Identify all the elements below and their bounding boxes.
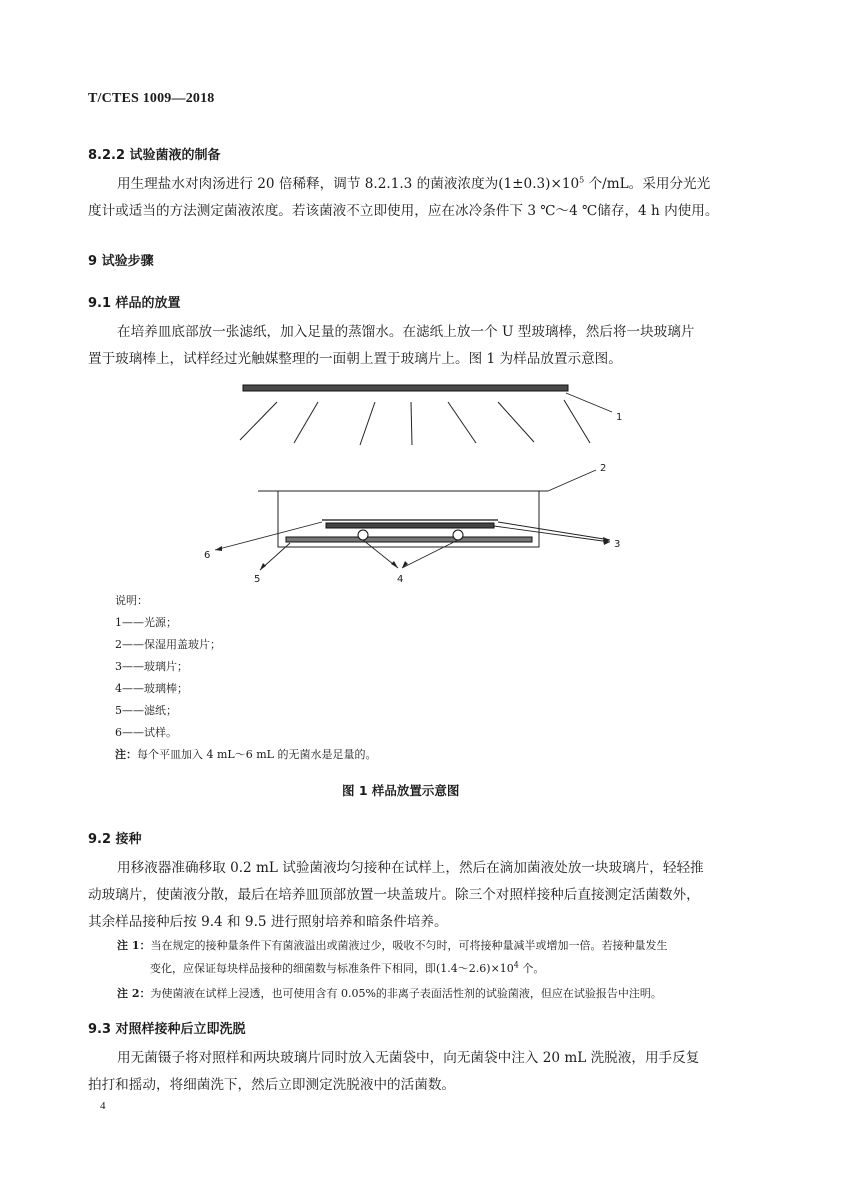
note-1-line-1: 注 1：当在规定的接种量条件下有菌液溢出或菌液过少，吸收不匀时，可将接种量减半或增加一倍。若接种量发生: [117, 939, 668, 952]
figure-note-label: 注：: [115, 748, 137, 761]
standard-code: T/CTES 1009—2018: [88, 91, 215, 106]
light-rays: [240, 400, 590, 445]
exponent: 5: [579, 175, 585, 185]
legend-item-4: 4——玻璃棒；: [115, 682, 188, 695]
section-8-2-2-para-line-1: 用生理盐水对肉汤进行 20 倍稀释，调节 8.2.1.3 的菌液浓度为$(1\pm 0.3)\times 10^5$ 个/mL。采用分光光: [117, 175, 711, 192]
section-9-2-para-line-3: 其余样品接种后按 9.4 和 9.5 进行照射培养和暗条件培养。: [88, 914, 448, 930]
legend-item-3: 3——玻璃片；: [115, 660, 188, 673]
callout-2: 2: [600, 463, 607, 474]
legend-title: 说明：: [115, 594, 148, 607]
leader-4b: [402, 540, 458, 568]
callout-5: 5: [254, 574, 261, 585]
arrowhead-5: [260, 563, 266, 570]
section-8-2-2-heading: 8.2.2 试验菌液的制备: [88, 148, 221, 163]
section-9-1-para-line-2: 置于玻璃棒上，试样经过光触媒整理的一面朝上置于玻璃片上。图 1 为样品放置示意图。: [88, 351, 622, 367]
sample-placement-diagram: [180, 375, 650, 590]
section-9-2-para-line-2: 动玻璃片，使菌液分散，最后在培养皿顶部放置一块盖玻片。除三个对照样接种后直接测定活菌数外，: [88, 887, 700, 903]
legend-item-2: 2——保湿用盖玻片；: [115, 638, 221, 651]
light-source-bar: [243, 385, 568, 391]
section-9-2-heading: 9.2 接种: [88, 832, 142, 847]
callout-3: 3: [614, 539, 621, 550]
section-9-1-para-line-1: 在培养皿底部放一张滤纸，加入足量的蒸馏水。在滤纸上放一个 U 型玻璃棒，然后将一块玻璃片: [117, 324, 695, 340]
filter-paper: [286, 537, 532, 542]
section-9-1-heading: 9.1 样品的放置: [88, 296, 181, 311]
figure-caption: 图 1 样品放置示意图: [342, 783, 460, 798]
section-9-3-para-line-1: 用无菌镊子将对照样和两块玻璃片同时放入无菌袋中，向无菌袋中注入 20 mL 洗脱液，用手反复: [117, 1050, 700, 1066]
glass-plate: [326, 523, 494, 528]
exponent: 4: [513, 960, 519, 970]
callout-6: 6: [204, 550, 211, 561]
callout-4: 4: [397, 574, 404, 585]
legend-item-5: 5——滤纸；: [115, 704, 177, 717]
section-9-2-para-line-1: 用移液器准确移取 0.2 mL 试验菌液均匀接种在试样上，然后在滴加菌液处放一块玻璃片，轻轻推: [117, 860, 704, 876]
callout-1: 1: [616, 412, 623, 423]
legend-item-6: 6——试样。: [115, 726, 177, 739]
glass-rod-right: [453, 530, 463, 540]
section-9-heading: 9 试验步骤: [88, 254, 154, 269]
section-9-3-heading: 9.3 对照样接种后立即洗脱: [88, 1022, 246, 1037]
leader-1: [566, 393, 612, 412]
leader-2: [548, 470, 596, 491]
section-9-3-para-line-2: 拍打和摇动，将细菌洗下，然后立即测定洗脱液中的活菌数。: [88, 1077, 456, 1093]
leader-6: [215, 522, 322, 550]
section-8-2-2-para-line-2: 度计或适当的方法测定菌液浓度。若该菌液不立即使用，应在冰冷条件下 3 ℃～4 ℃储存，4 h 内使用。: [88, 203, 719, 219]
note-1-line-2: 变化，应保证每块样品接种的细菌数与标准条件下相同，即$(1.4\sim 2.6)\times 10^4$ 个。: [150, 960, 545, 975]
legend-item-1: 1——光源；: [115, 616, 177, 629]
page-number: 4: [100, 1100, 106, 1112]
glass-rod-left: [358, 530, 368, 540]
note-2-label: 注 2：: [117, 987, 151, 1000]
arrowhead-4a: [391, 561, 398, 568]
figure-note: 注：每个平皿加入 4 mL～6 mL 的无菌水是足量的。: [115, 748, 377, 761]
arrowhead-6: [215, 546, 222, 551]
note-2: 注 2：为使菌液在试样上浸透，也可使用含有 0.05%的非离子表面活性剂的试验菌液，但应在试验报告中注明。: [117, 987, 662, 1000]
note-1-label: 注 1：: [117, 939, 151, 952]
